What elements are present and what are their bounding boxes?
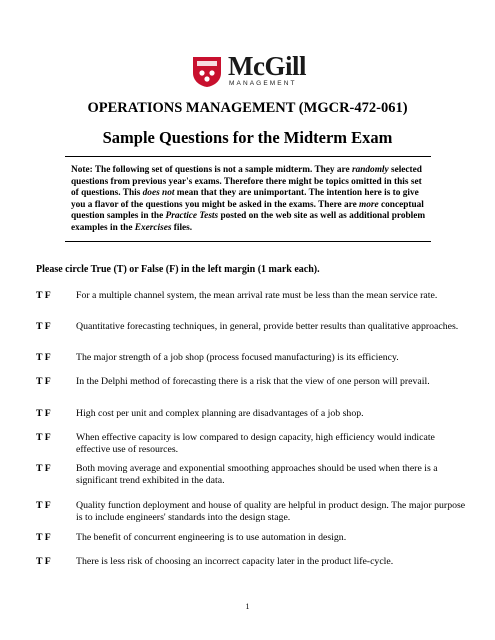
brand-subtitle: MANAGEMENT	[229, 80, 297, 87]
note-emphasis: does not	[142, 188, 175, 199]
question-item	[36, 532, 466, 544]
course-title: OPERATIONS MANAGEMENT (MGCR-472-061)	[87, 100, 408, 116]
true-false-marker[interactable]: T F	[36, 408, 51, 419]
true-false-marker[interactable]: T F	[36, 290, 51, 301]
note-segment: conceptual question samples in the	[71, 199, 424, 222]
question-text: For a multiple channel system, the mean arrival rate must be less than the mean service rate.	[76, 290, 438, 301]
question-text: Quality function deployment and house of quality are helpful in product design. The major purpose is to include engineers' standards into the design stage.	[76, 500, 466, 523]
question-item	[36, 290, 466, 302]
true-false-marker[interactable]: T F	[36, 321, 51, 332]
note-text	[71, 165, 431, 235]
note-box	[65, 156, 431, 242]
question-text: High cost per unit and complex planning are disadvantages of a job shop.	[76, 408, 364, 419]
true-false-marker[interactable]: T F	[36, 376, 51, 387]
exam-title: Sample Questions for the Midterm Exam	[102, 128, 393, 147]
question-item	[36, 463, 466, 487]
instructions: Please circle True (T) or False (F) in the left margin (1 mark each).	[36, 264, 320, 275]
note-segment: mean that they are unimportant. The intention here is to give you a flavor of the questions you might be asked in the exams. There are	[71, 188, 419, 210]
question-text: The major strength of a job shop (process focused manufacturing) is its efficiency.	[76, 352, 399, 363]
true-false-marker[interactable]: T F	[36, 352, 51, 363]
true-false-marker[interactable]: T F	[36, 556, 51, 567]
note-emphasis: Practice Tests	[165, 211, 219, 222]
page-number: 1	[245, 602, 250, 611]
true-false-marker[interactable]: T F	[36, 432, 51, 443]
question-item	[36, 432, 466, 456]
note-segment: files.	[171, 222, 193, 233]
note-emphasis: randomly	[351, 165, 389, 175]
note-segment: Note: The following set of questions is not a sample midterm. They are	[71, 165, 352, 175]
question-text: The benefit of concurrent engineering is to use automation in design.	[76, 532, 347, 543]
question-item	[36, 556, 466, 568]
true-false-marker[interactable]: T F	[36, 463, 51, 474]
note-segment: posted on the web site as well as additional problem examples in the	[71, 211, 426, 233]
question-text: There is less risk of choosing an incorrect capacity later in the product life-cycle.	[76, 556, 394, 567]
question-text: When effective capacity is low compared to design capacity, high efficiency would indicate effective use of resources.	[76, 432, 435, 455]
note-emphasis: more	[359, 199, 379, 210]
note-emphasis: Exercises	[134, 222, 172, 233]
note-segment: selected questions from previous year's exams. Therefore there might be topics omitted in this set of questions. This	[71, 165, 422, 199]
question-text: Both moving average and exponential smoothing approaches should be used when there is a significant trend exhibited in the data.	[76, 463, 438, 486]
brand-name: McGill	[228, 51, 306, 81]
mcgill-crest-icon	[192, 56, 222, 88]
question-text: Quantitative forecasting techniques, in general, provide better results than qualitative approaches.	[76, 321, 459, 332]
true-false-marker[interactable]: T F	[36, 500, 51, 511]
question-item	[36, 408, 466, 420]
true-false-marker[interactable]: T F	[36, 532, 51, 543]
question-item	[36, 321, 466, 333]
question-item	[36, 500, 466, 524]
question-item	[36, 376, 466, 388]
question-item	[36, 352, 466, 364]
question-text: In the Delphi method of forecasting there is a risk that the view of one person will prevail.	[76, 376, 430, 387]
mcgill-logo	[192, 52, 342, 92]
